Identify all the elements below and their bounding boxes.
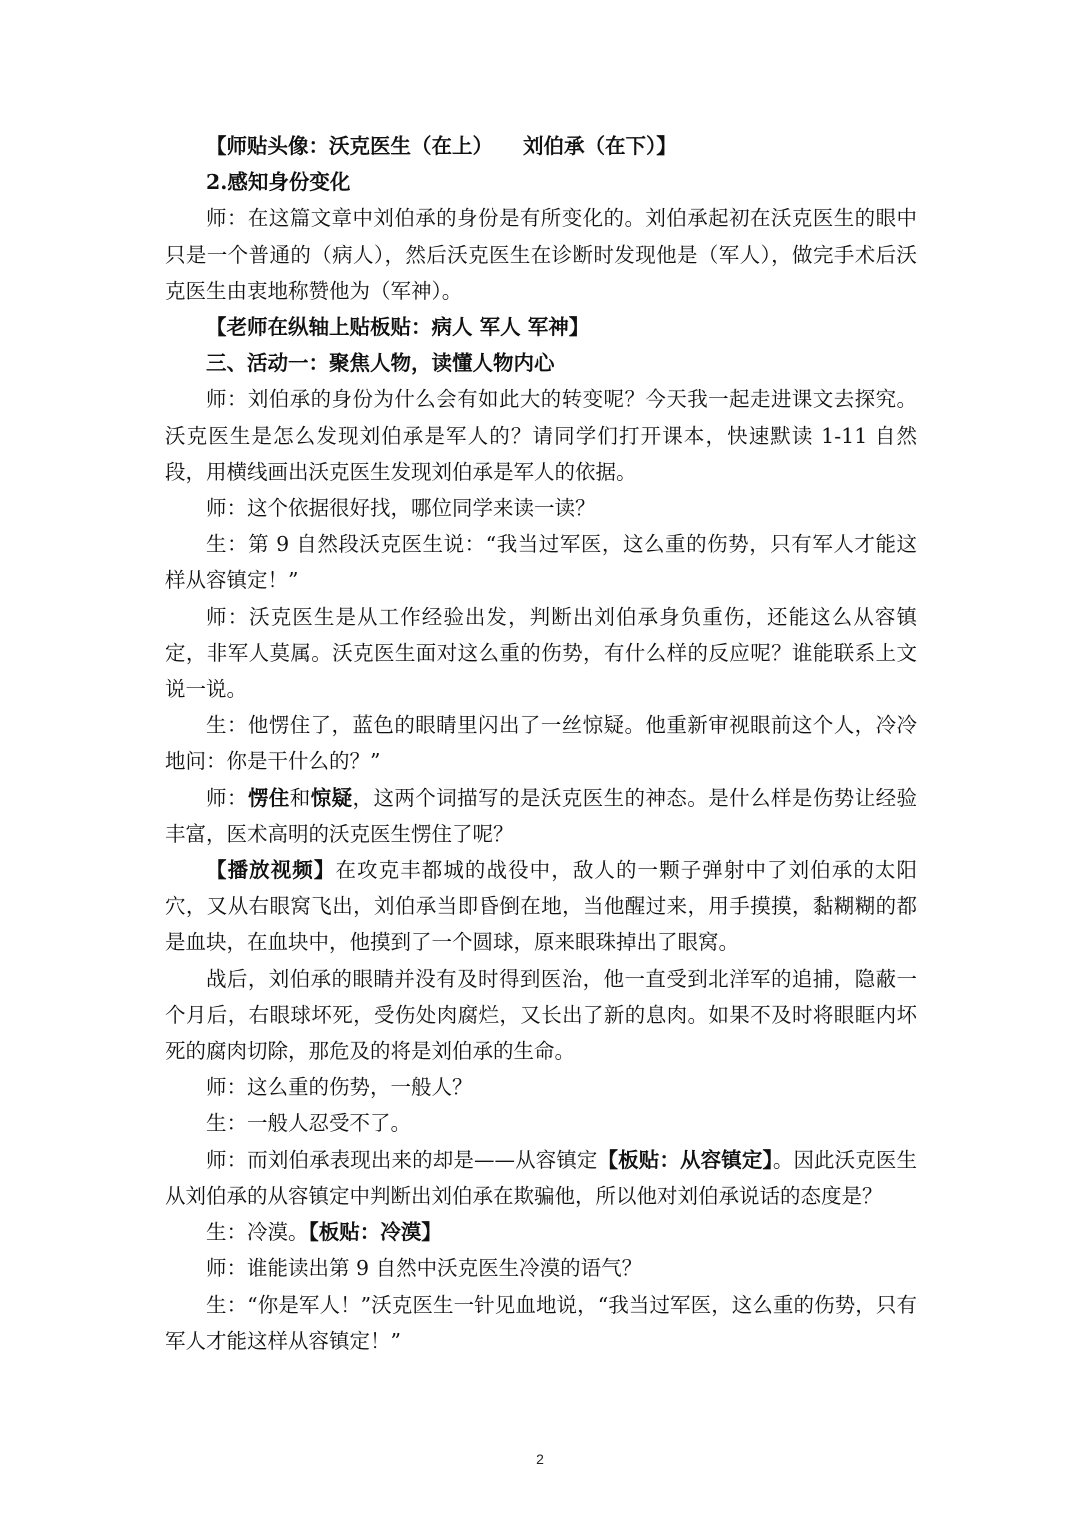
paragraph-14: 师：这么重的伤势，一般人？ [206,1075,473,1100]
paragraph-11-word-1: 愣住 [247,785,290,810]
paragraph-17-tag: 【板贴：冷漠】 [308,1220,442,1245]
paragraph-7: 师：这个依据很好找，哪位同学来读一读？ [206,496,596,521]
paragraph-17 [165,1214,917,1250]
paragraph-16-rest: 。因此沃克医生从刘伯承的从容镇定中判断出刘伯承在欺骗他，所以他对刘伯承说话的态度是？ [165,1147,918,1208]
paragraph-15: 生：一般人忍受不了。 [206,1111,411,1136]
paragraph-1-part1: 【师贴头像：沃克医生（在上） [206,134,493,158]
paragraph-11-prefix: 师： [206,785,248,810]
paragraph-16-tag: 【板贴：从容镇定】 [597,1147,773,1172]
paragraph-17-prefix: 生：冷漠。 [206,1220,309,1245]
paragraph-1-part2: 刘伯承（在下）】 [523,134,677,158]
paragraph-11-word-2: 惊疑 [310,785,353,810]
paragraph-16-prefix: 师：而刘伯承表现出来的却是——从容镇定 [206,1147,598,1172]
paragraph-3: 师：在这篇文章中刘伯承的身份是有所变化的。刘伯承起初在沃克医生的眼中只是一个普通的（病人），然后沃克医生在诊断时发现他是（军人），做完手术后沃克医生由衷地称赞他为（军神）。 [165,206,917,303]
paragraph-8: 生：第 9 自然段沃克医生说：“我当过军医，这么重的伤势，只有军人才能这样从容镇定！” [165,532,917,593]
paragraph-11-mid: 和 [289,785,311,810]
paragraph-10: 生：他愣住了，蓝色的眼睛里闪出了一丝惊疑。他重新审视眼前这个人，冷冷地问：你是干什么的？” [165,713,917,774]
document-body [165,128,917,1359]
paragraph-18: 师：谁能读出第 9 自然中沃克医生冷漠的语气？ [206,1256,643,1281]
paragraph-13: 战后，刘伯承的眼睛并没有及时得到医治，他一直受到北洋军的追捕，隐蔽一个月后，右眼球坏死，受伤处肉腐烂，又长出了新的息肉。如果不及时将眼眶内坏死的腐肉切除，那危及的将是刘伯承的生命。 [165,966,917,1064]
paragraph-12 [165,852,917,961]
paragraph-11 [165,780,917,852]
paragraph-9: 师：沃克医生是从工作经验出发，判断出刘伯承身负重伤，还能这么从容镇定，非军人莫属。沃克医生面对这么重的伤势，有什么样的反应呢？谁能联系上文说一说。 [165,604,917,702]
paragraph-4: 【老师在纵轴上贴板贴：病人 军人 军神】 [206,315,590,340]
section-heading-2: 2.感知身份变化 [206,170,351,195]
paragraph-16 [165,1142,917,1214]
section-heading-activity-1: 三、活动一：聚焦人物，读懂人物内心 [206,351,555,376]
paragraph-12-rest: 在攻克丰都城的战役中，敌人的一颗子弹射中了刘伯承的太阳穴，又从右眼窝飞出，刘伯承当即昏倒在地，当他醒过来，用手摸摸，黏糊糊的都是血块，在血块中，他摸到了一个圆球，原来眼珠掉出了眼窝。 [165,858,917,955]
paragraph-11-rest: ，这两个词描写的是沃克医生的神态。是什么样是伤势让经验丰富，医术高明的沃克医生愣住了呢？ [165,785,918,846]
paragraph-19: 生：“你是军人！”沃克医生一针见血地说，“我当过军医，这么重的伤势，只有军人才能这样从容镇定！” [165,1292,917,1353]
paragraph-6: 师：刘伯承的身份为什么会有如此大的转变呢？今天我一起走进课文去探究。沃克医生是怎么发现刘伯承是军人的？请同学们打开课本，快速默读 1-11 自然段，用横线画出沃克医生发现刘伯承是军人的依据。 [165,387,917,484]
page-number: 2 [536,1451,544,1467]
paragraph-1 [165,128,917,164]
paragraph-12-label: 【播放视频】 [206,858,336,883]
